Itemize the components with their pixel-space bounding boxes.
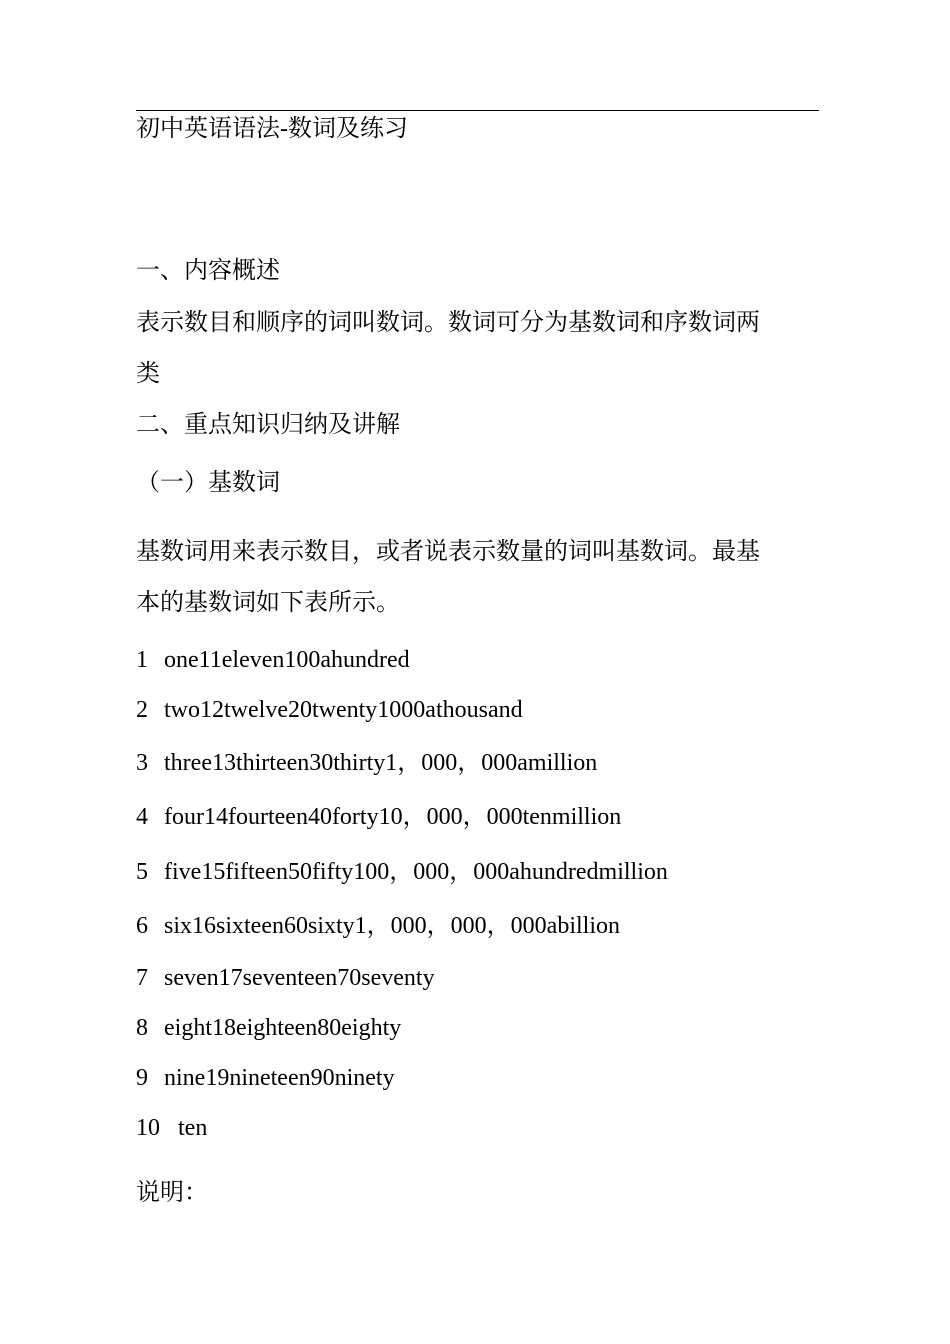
number-index: 2 — [136, 697, 148, 723]
section-heading-overview: 一、内容概述 — [136, 258, 280, 284]
number-words: four14fourteen40forty10，000，000tenmillion — [164, 804, 622, 830]
number-list-item — [136, 1113, 207, 1143]
number-words: two12twelve20twenty1000athousand — [164, 697, 523, 723]
overview-paragraph-line-1: 表示数目和顺序的词叫数词。数词可分为基数词和序数词两 — [136, 310, 760, 336]
cardinal-paragraph-line-1: 基数词用来表示数目，或者说表示数量的词叫基数词。最基 — [136, 539, 760, 565]
section-heading-key-points: 二、重点知识归纳及讲解 — [136, 412, 400, 438]
number-list-item — [136, 645, 410, 675]
number-index: 1 — [136, 647, 148, 673]
document-title: 初中英语语法-数词及练习 — [136, 116, 408, 142]
number-index: 7 — [136, 965, 148, 991]
subheading-cardinal-numbers: （一）基数词 — [136, 470, 280, 496]
number-words: eight18eighteen80eighty — [164, 1015, 402, 1041]
number-words: ten — [178, 1115, 208, 1141]
number-list-item — [136, 963, 435, 993]
overview-paragraph-line-2: 类 — [136, 361, 160, 387]
number-index: 10 — [136, 1115, 160, 1141]
number-list-item — [136, 1013, 401, 1043]
number-index: 3 — [136, 750, 148, 776]
number-words: nine19nineteen90ninety — [164, 1065, 395, 1091]
number-index: 9 — [136, 1065, 148, 1091]
header-divider — [136, 110, 819, 111]
number-list-item — [136, 857, 668, 887]
number-words: six16sixteen60sixty1，000，000，000abillion — [164, 913, 620, 939]
number-index: 5 — [136, 859, 148, 885]
number-list-item — [136, 911, 620, 941]
number-words: three13thirteen30thirty1，000，000amillion — [164, 750, 598, 776]
number-index: 8 — [136, 1015, 148, 1041]
number-list-item — [136, 802, 621, 832]
number-list-item — [136, 695, 523, 725]
cardinal-paragraph-line-2: 本的基数词如下表所示。 — [136, 590, 400, 616]
number-words: seven17seventeen70seventy — [164, 965, 435, 991]
number-words: one11eleven100ahundred — [164, 647, 410, 673]
number-index: 4 — [136, 804, 148, 830]
note-label: 说明： — [136, 1180, 208, 1206]
number-words: five15fifteen50fifty100，000，000ahundredmillion — [164, 859, 668, 885]
number-list-item — [136, 1063, 395, 1093]
number-list-item — [136, 748, 597, 778]
number-index: 6 — [136, 913, 148, 939]
